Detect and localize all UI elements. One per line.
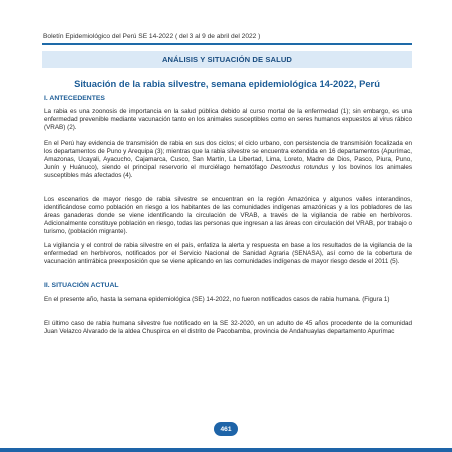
section-banner <box>42 51 412 68</box>
article-title: Situación de la rabia silvestre, semana epidemiológica 14-2022, Perú <box>74 78 380 89</box>
paragraph-2: En el Perú hay evidencia de transmisión de rabia en sus dos ciclos; el ciclo urbano, con persistencia de transmisión focalizada en los departamentos de Puno y Arequipa (3); mientras que la rabia silvestre se encuentra extendida en 16 departamentos (Apurímac, Amazonas, Ucayali, Ayacucho, Cajamarca, Cusco, San Martín, La Libertad, Lima, Loreto, Madre de Dios, Pasco, Piura, Puno, Junín y Huánuco), siendo el principal reservorio el murciélago hematófago Desmodus rotundus y los bovinos los animales susceptibles más afectados (4). <box>44 140 412 180</box>
section-heading: ANÁLISIS Y SITUACIÓN DE SALUD <box>161 55 293 64</box>
paragraph-1: La rabia es una zoonosis de importancia en la salud pública debido al curso mortal de la enfermedad (1); sin embargo, es una enfermedad prevenible mediante vacunación tanto en los animales susceptibles como en seres humanos expuestos al virus rábico (VRAB) (2). <box>44 108 412 132</box>
paragraph-6: El último caso de rabia humana silvestre fue notificado en la SE 32-2020, en un adulto de 45 años procedente de la comunidad Juan Velazco Alvarado de la aldea Chuspirca en el distrito de Pacobamba, provincia de Andahuaylas departamento Apurímac <box>44 320 412 336</box>
subheading-antecedentes: I. ANTECEDENTES <box>44 95 105 102</box>
paragraph-4: La vigilancia y el control de rabia silvestre en el país, enfatiza la alerta y respuesta en base a los resultados de la vigilancia de la enfermedad en herbívoros, notificados por el Servicio Nacional de Sanidad Agraria (SENASA), así como de la cobertura de vacunación antirrábica preexposición que se viene aplicando en las comunidades indígenas de mayor riesgo desde el 2011 (5). <box>44 242 412 266</box>
page-number: 461 <box>220 425 232 433</box>
paragraph-5: En el presente año, hasta la semana epidemiológica (SE) 14-2022, no fueron notificados casos de rabia humana. (Figura 1) <box>44 296 390 303</box>
footer-rule <box>0 448 452 452</box>
header-rule <box>42 43 412 45</box>
subheading-situacion-actual: II. SITUACIÓN ACTUAL <box>44 282 119 289</box>
paragraph-3: Los escenarios de mayor riesgo de rabia silvestre se encuentran en la región Amazónica y algunos valles interandinos, identificándose como población en riesgo a los habitantes de las comunidades indígenas amazónicas y a los pobladores de las áreas ganaderas donde se viene identificando la circulación de VRAB, a través de la vigilancia de rabie en herbívoros. Adicionalmente constituye población en riesgo, todas las personas que ingresan a las áreas con circulación del VRAB, por trabajo o turismo, (población migrante). <box>44 196 412 236</box>
species-name: Desmodus rotundus <box>270 164 329 172</box>
running-header: Boletín Epidemiológico del Perú SE 14-2022 ( del 3 al 9 de abril del 2022 ) <box>43 33 261 40</box>
page-number-badge <box>214 422 238 436</box>
